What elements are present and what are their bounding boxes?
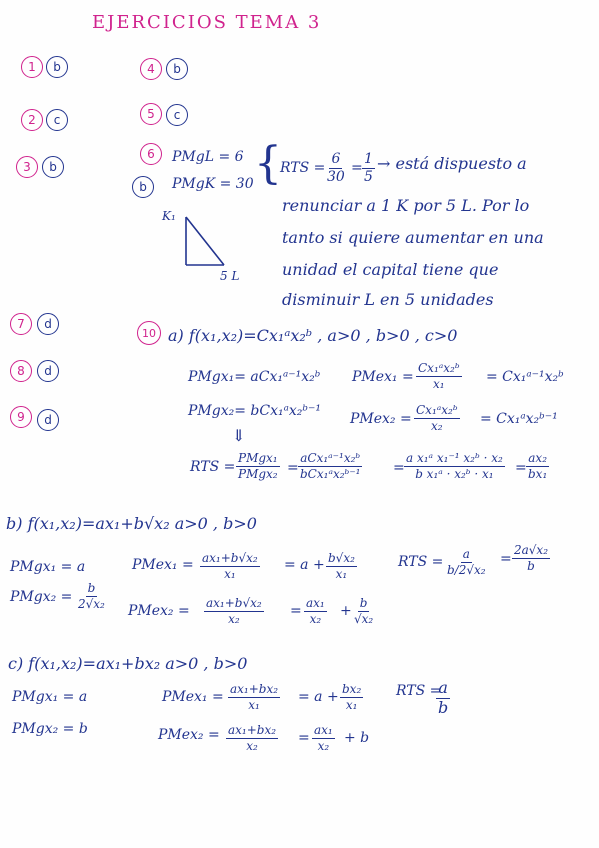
ex6-explanation-line-5: disminuir L en 5 unidades [282,290,494,309]
ex10c-pme-x1-rnum: bx₂ [342,682,362,696]
ex10a-pme-x1-num: Cx₁ᵃx₂ᵇ [418,361,460,375]
ex10a-rts-eq-3: = [515,460,527,476]
ex10a-pme-x2-den: x₂ [431,418,443,433]
answer-letter-9: d [37,409,59,431]
ex10c-pme-x2-eq: = [298,730,310,746]
answer-letter-6: b [132,176,154,198]
ex10b-pme-x2-plus: + [340,603,352,619]
ex10b-pme-x2-r2-den: √x₂ [354,611,374,626]
ex6-rts-frac-2 [362,152,375,184]
ex10b-pmg-x2-label: PMgx₂ = [10,589,73,605]
ex6-brace: { [254,138,282,189]
ex10a-pme-x1-label: PMex₁ = [352,369,414,385]
ex6-axis-k: K₁ [162,209,176,223]
ex10b-function: b) f(x₁,x₂)=ax₁+b√x₂ a>0 , b>0 [6,514,257,533]
ex10c-rts-frac-num: a [438,678,448,697]
ex10a-function [168,328,457,344]
ex10c-rts-frac-den: b [438,697,449,717]
ex6-axis-l: 5 L [220,269,240,283]
ex10c-pme-x1-pre: = a + [298,689,339,705]
ex10a-pme-x2-num: Cx₁ᵃx₂ᵇ [416,403,458,417]
ex10b-rts-frac-1-num: a [462,547,470,561]
question-number-7: 7 [10,313,32,335]
ex10c-pme-x2-rnum: ax₁ [314,723,333,737]
question-number-4: 4 [140,58,162,80]
ex10b-pme-x2-eq: = [290,603,302,619]
ex10b-pme-x2-r1-den: x₂ [309,611,322,626]
ex10b-pme-x2-den: x₂ [228,611,240,626]
ex10b-pme-x1-label: PMex₁ = [132,557,194,573]
ex6-explanation-line-3: tanto si quiere aumentar en una [282,228,544,247]
question-number-6: 6 [140,143,162,165]
ex10a-label: a) [168,326,189,345]
ex10c-pmg-x1: PMgx₁ = a [12,689,88,705]
ex10c-pme-x1-den: x₁ [248,697,260,712]
ex10a-rts-frac-1-num: PMgx₁ [238,451,278,465]
ex10c-pme-x1-label: PMex₁ = [162,689,224,705]
ex10b-rts-frac-2-den: b [527,558,535,573]
ex10a-rts-frac-3 [404,452,505,480]
ex10c-rts-frac [436,680,450,717]
ex10c-function: c) f(x₁,x₂)=ax₁+bx₂ a>0 , b>0 [8,654,248,673]
ex10b-pme-x2-label: PMex₂ = [128,603,190,619]
ex10c-pme-x1-rfrac [340,683,363,711]
ex10a-pme-x2-label: PMex₂ = [350,411,412,427]
ex6-rts-label: RTS = [280,160,326,176]
ex10a-function-text: f(x₁,x₂)=Cx₁ᵃx₂ᵇ , a>0 , b>0 , c>0 [188,326,458,345]
ex10b-pmg-x2-den: 2√x₂ [78,596,105,611]
ex10b-rts-frac-1 [445,548,488,576]
ex10c-pme-x2-rfrac [312,724,335,752]
ex10c-pme-x2-post: + b [344,730,370,746]
ex10a-pmg-x2: PMgx₂= bCx₁ᵃx₂ᵇ⁻¹ [188,403,321,419]
ex6-equals: = [351,160,363,176]
question-number-5: 5 [140,103,162,125]
ex10a-down-arrow: ⇓ [232,426,246,445]
ex6-explanation-line-4: unidad el capital tiene que [282,260,499,279]
ex10a-rts-frac-3-num: a x₁ᵃ x₁⁻¹ x₂ᵇ · x₂ [406,451,503,465]
ex10c-pme-x1-rden: x₁ [345,697,358,712]
ex10c-pme-x2-den: x₂ [246,738,258,753]
ex10a-rts-label: RTS = [190,459,236,475]
ex10a-rts-frac-4-den: bx₁ [528,466,548,481]
question-number-8: 8 [10,360,32,382]
ex10c-pme-x2-frac [226,724,278,752]
ex10b-pme-x2-r1-num: ax₁ [306,596,325,610]
ex6-pmg-l: PMgL = 6 [172,149,244,165]
ex10a-rts-frac-4 [526,452,549,480]
ex10b-pme-x2-r2-num: b [359,596,368,610]
ex10a-rts-frac-2 [298,452,362,480]
ex10c-rts-label: RTS = [396,683,442,699]
ex10b-rts-frac-2-num: 2a√x₂ [514,543,549,557]
ex10b-pme-x1-rfrac [326,552,357,580]
ex10b-pmg-x1: PMgx₁ = a [10,559,86,575]
ex10a-rts-frac-2-den: bCx₁ᵃx₂ᵇ⁻¹ [300,466,361,481]
ex6-rts-frac-1-den: 30 [327,168,345,185]
ex10a-pme-x2-result: = Cx₁ᵃx₂ᵇ⁻¹ [480,411,558,427]
ex6-explanation-line-2: renunciar a 1 K por 5 L. Por lo [282,196,530,215]
page-title: EJERCICIOS TEMA 3 [92,12,322,33]
ex10a-rts-frac-3-den: b x₁ᵃ · x₂ᵇ · x₁ [415,466,494,481]
ex10a-pme-x2-frac [414,404,460,432]
ex10b-pme-x1-pre: = a + [284,557,325,573]
ex10c-pme-x2-num: ax₁+bx₂ [228,723,277,737]
ex10a-rts-frac-4-num: ax₂ [528,451,547,465]
ex10a-rts-frac-2-num: aCx₁ᵃ⁻¹x₂ᵇ [300,451,361,465]
ex10b-pme-x1-den: x₁ [224,566,236,581]
ex10b-pme-x2-r2 [352,597,375,625]
question-number-9: 9 [10,406,32,428]
answer-letter-8: d [37,360,59,382]
ex10a-pme-x1-frac [416,362,462,390]
ex10b-rts-eq: = [500,551,512,567]
answer-letter-5: c [166,104,188,126]
answer-letter-1: b [46,56,68,78]
ex10a-rts-eq-1: = [287,460,299,476]
ex10b-pme-x2-r1 [304,597,327,625]
ex10b-rts-frac-2 [512,544,550,572]
question-number-10: 10 [137,321,161,345]
ex10c-pme-x1-num: ax₁+bx₂ [230,682,279,696]
ex6-explanation-line-1: → está dispuesto a [377,154,527,173]
ex6-rts-frac-1-num: 6 [331,151,341,167]
answer-letter-3: b [42,156,64,178]
ex10b-pme-x2-frac [204,597,264,625]
ex10b-pme-x1-num: ax₁+b√x₂ [202,551,258,565]
ex10a-pme-x1-den: x₁ [433,376,445,391]
question-number-1: 1 [21,56,43,78]
ex10a-rts-eq-2: = [393,460,405,476]
ex6-rts-frac-2-den: 5 [364,168,373,185]
ex10a-rts-frac-1-den: PMgx₂ [238,466,278,481]
ex10c-pme-x2-label: PMex₂ = [158,727,220,743]
ex10b-rts-frac-1-den: b/2√x₂ [447,562,486,577]
ex10a-pmg-x1: PMgx₁= aCx₁ᵃ⁻¹x₂ᵇ [188,369,321,385]
ex10c-pme-x1-frac [228,683,280,711]
ex10a-rts-frac-1 [236,452,280,480]
answer-letter-7: d [37,313,59,335]
answer-letter-4: b [166,58,188,80]
answer-letter-2: c [46,109,68,131]
ex10b-rts-label: RTS = [398,554,444,570]
ex10c-pme-x2-rden: x₂ [317,738,330,753]
question-number-2: 2 [21,109,43,131]
ex10b-pme-x1-rden: x₁ [335,566,348,581]
ex6-rts-frac-1 [325,152,347,184]
ex6-rts-frac-2-num: 1 [364,151,373,167]
ex10b-pmg-x2-num: b [87,581,96,595]
ex10b-pme-x1-rnum: b√x₂ [328,551,355,565]
ex10c-pmg-x2: PMgx₂ = b [12,721,88,737]
ex10b-pme-x2-num: ax₁+b√x₂ [206,596,262,610]
ex10b-pmg-x2-frac [76,582,107,610]
ex10a-pme-x1-result: = Cx₁ᵃ⁻¹x₂ᵇ [486,369,564,385]
ex6-isoquant-sketch [172,205,242,275]
ex6-pmg-k: PMgK = 30 [172,176,254,192]
question-number-3: 3 [16,156,38,178]
ex10b-pme-x1-frac [200,552,260,580]
